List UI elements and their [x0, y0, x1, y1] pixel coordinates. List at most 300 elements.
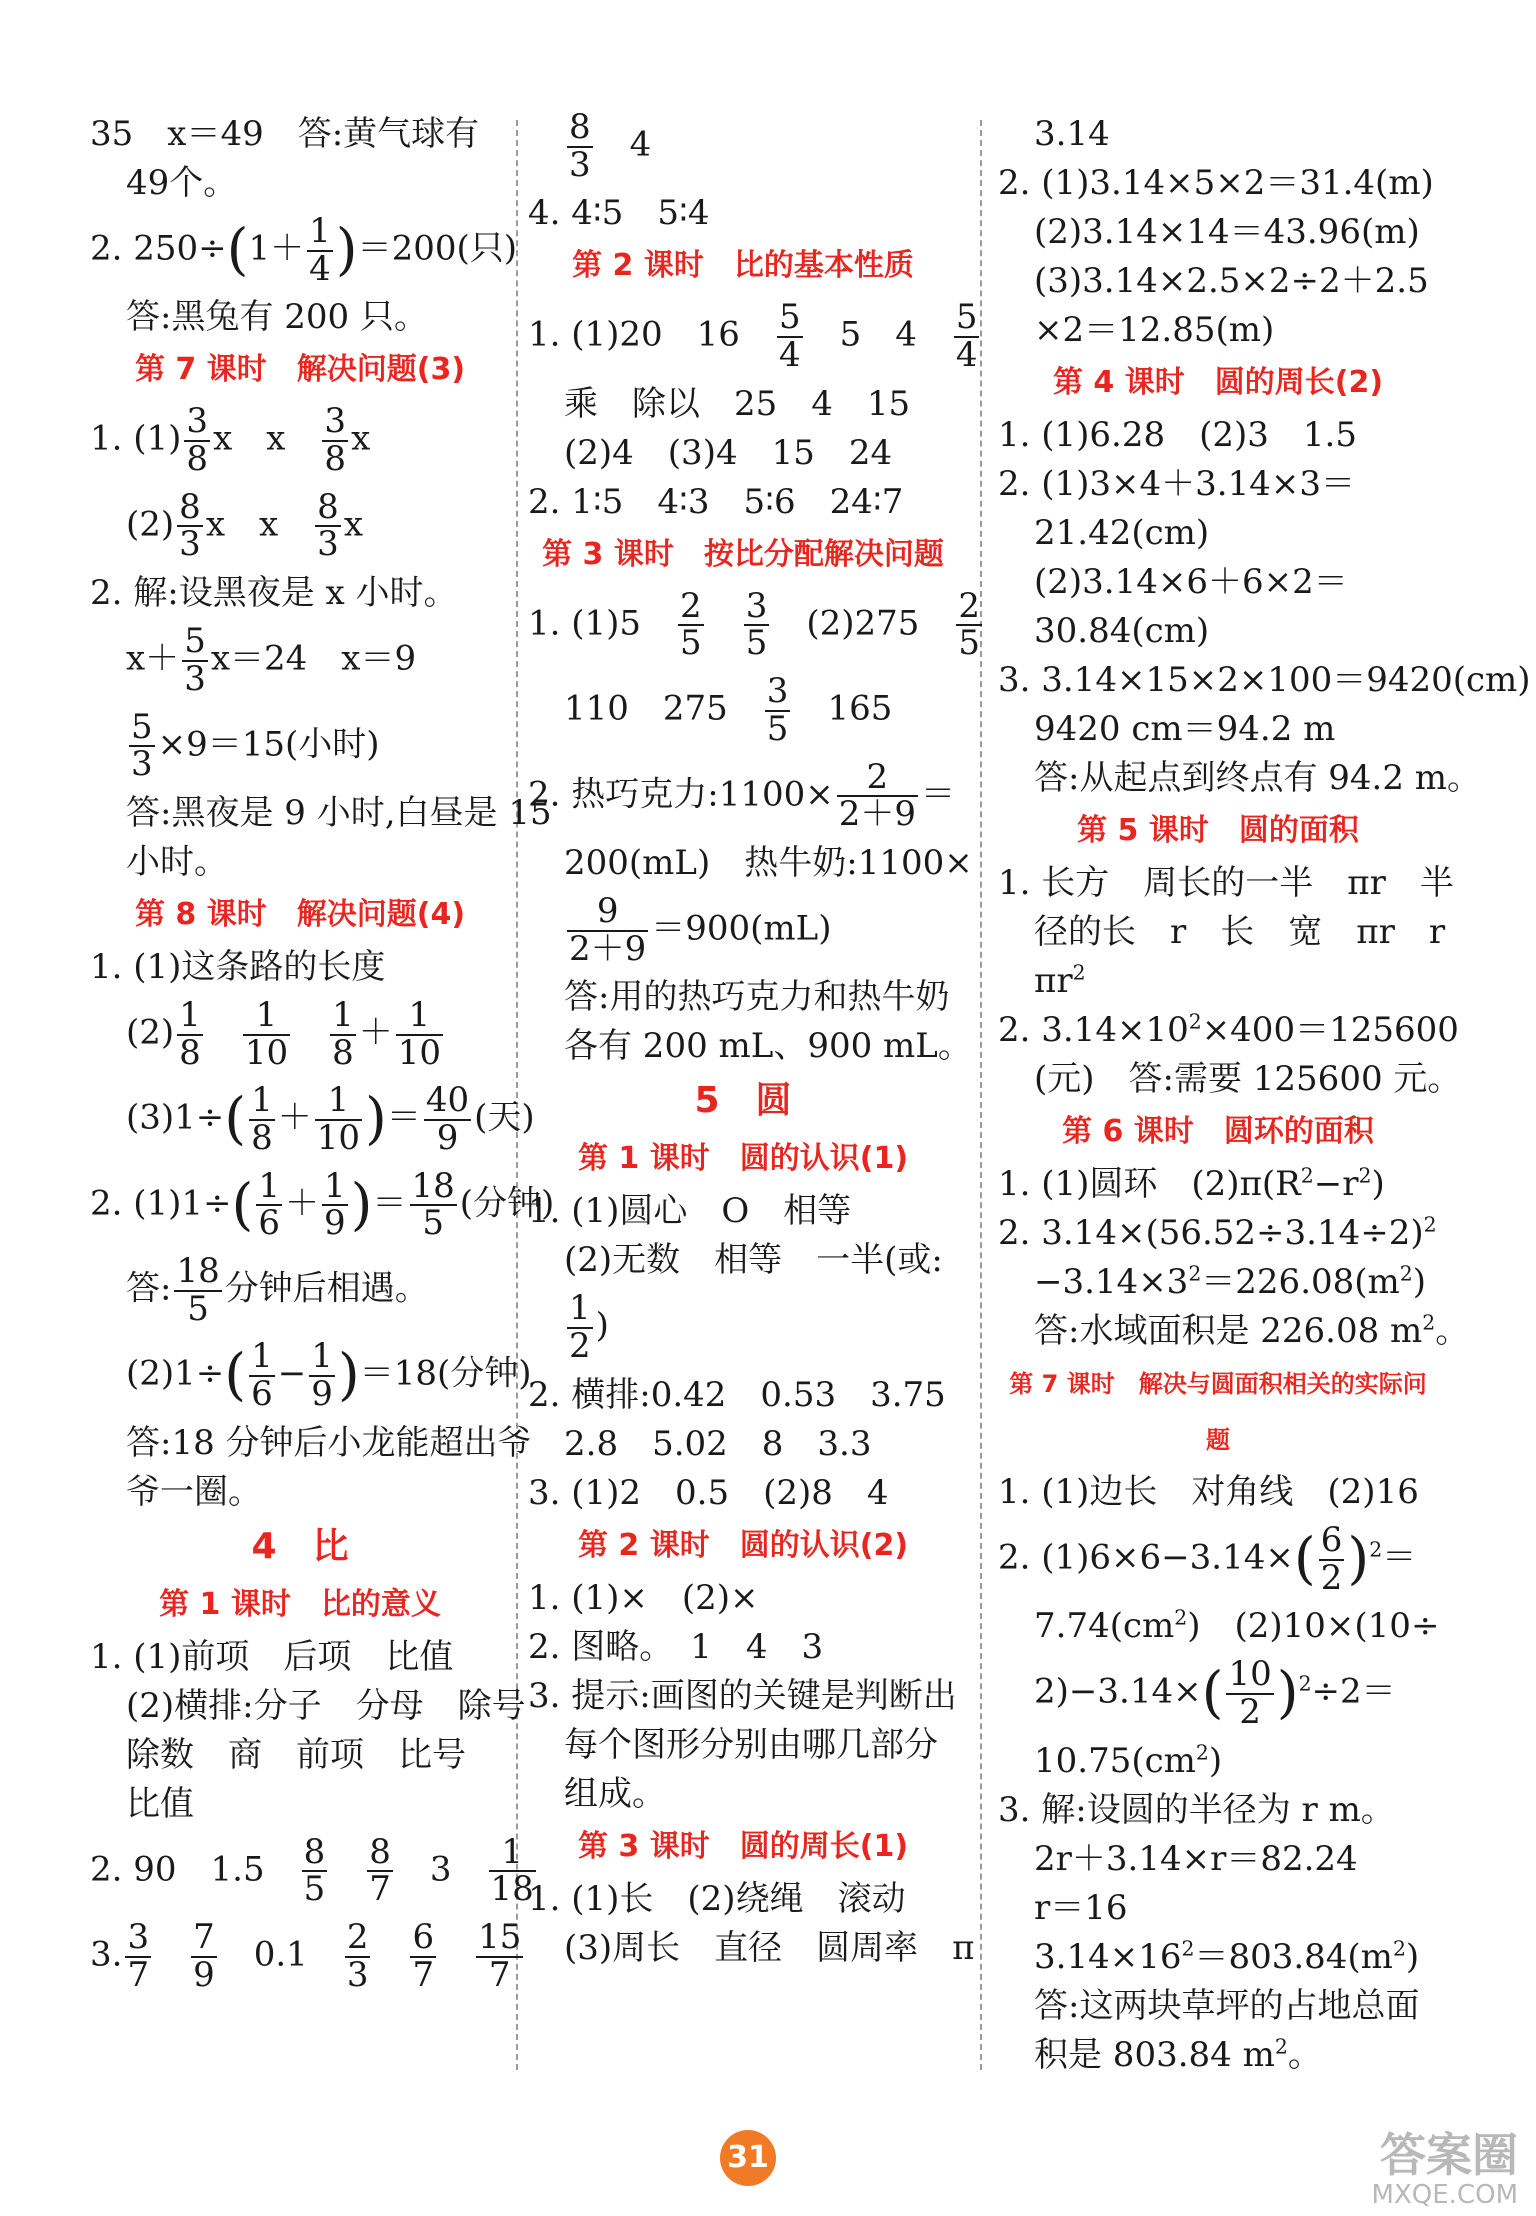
text: 4	[629, 124, 652, 165]
answer-line	[998, 1517, 1438, 1602]
answer-line: 3. 3.14×15×2×100＝9420(cm)	[998, 660, 1531, 700]
text: 分钟后相遇。	[224, 1268, 429, 1309]
superscript: 2	[1072, 960, 1086, 985]
answer-line: 1. (1)× (2)×	[528, 1577, 759, 1618]
answer-line: 200(mL) 热牛奶:1100×	[564, 842, 973, 883]
fraction	[249, 1336, 275, 1415]
text: 5 4	[839, 315, 917, 356]
answer-line: 2.8 5.02 8 3.3	[564, 1423, 872, 1464]
fraction	[410, 1165, 457, 1244]
answer-line	[90, 618, 510, 703]
text: ＝18(分钟)	[359, 1354, 532, 1395]
text: πr	[1034, 961, 1073, 1001]
watermark	[1372, 2130, 1518, 2210]
answer-line: (2)4 (3)4 15 24	[564, 432, 893, 473]
text: ＝900(mL)	[651, 908, 832, 949]
superscript: 2	[1174, 1606, 1188, 1631]
fraction	[567, 107, 593, 185]
answer-line: 3. (1)2 0.5 (2)8 4	[528, 1472, 889, 1513]
text: 1. (1)	[90, 419, 182, 460]
superscript: 2	[1300, 1163, 1314, 1188]
text: ÷2＝	[1311, 1672, 1396, 1713]
text: x＝24 x＝9	[210, 638, 417, 679]
denominator: 2	[1320, 1557, 1343, 1598]
answer-line	[90, 484, 510, 569]
answer-line	[90, 208, 518, 293]
denominator: 7	[488, 1954, 511, 1995]
lesson-heading: 第 2 课时 圆的认识(2)	[577, 1527, 909, 1563]
answer-line	[998, 1258, 1438, 1307]
denominator: 3	[569, 144, 591, 185]
answer-line	[90, 1077, 535, 1162]
text: 。	[1435, 1311, 1470, 1351]
fraction	[567, 890, 648, 969]
text: 2. 250÷	[90, 228, 227, 269]
text: −	[277, 1354, 307, 1395]
answer-line: 爷一圈。	[126, 1471, 262, 1512]
answer-line: 各有 200 mL、900 mL。	[564, 1026, 972, 1067]
numerator: 40	[425, 1080, 470, 1121]
fraction	[125, 1917, 151, 1995]
answer-line	[998, 1160, 1438, 1209]
text: 3.14×16	[1034, 1936, 1182, 1977]
answer-line: 2r＋3.14×r＝82.24	[1034, 1838, 1358, 1879]
text: (2)275	[806, 603, 920, 644]
answer-line: r＝16	[1034, 1887, 1128, 1928]
numerator: 10	[1228, 1654, 1272, 1695]
answer-line: 乘 除以 25 4 15	[564, 383, 911, 424]
text: 165	[827, 688, 893, 729]
denominator: 5	[745, 623, 768, 664]
text: ＝	[920, 774, 955, 815]
text: x	[351, 419, 371, 460]
answer-line	[998, 1209, 1438, 1258]
numerator: 3	[766, 671, 789, 712]
column-1	[90, 110, 555, 2000]
text: 1＋	[248, 228, 305, 269]
fraction	[177, 486, 203, 565]
numerator: 15	[478, 1917, 522, 1958]
answer-line	[998, 2031, 1438, 2080]
text: 答:	[126, 1268, 172, 1309]
numerator: 8	[317, 486, 339, 527]
answer-line: ×2＝12.85(m)	[1034, 310, 1275, 350]
numerator: 3	[127, 1917, 150, 1958]
text: )	[1405, 1936, 1420, 1977]
text: x	[343, 504, 363, 545]
fraction	[345, 1917, 371, 1995]
fraction	[307, 211, 333, 289]
denominator: 5	[187, 1288, 209, 1329]
fraction	[315, 1080, 362, 1158]
answer-line: 49个。	[126, 163, 238, 203]
denominator: 9	[436, 1117, 459, 1158]
denominator: 6	[258, 1203, 281, 1244]
denominator: 2	[1239, 1692, 1261, 1733]
denominator: 4	[778, 335, 801, 376]
fraction	[567, 1288, 593, 1366]
answer-line: 1. (1)长 (2)绕绳 滚动	[528, 1878, 906, 1919]
superscript: 2	[1423, 1212, 1437, 1237]
numerator: 1	[179, 994, 201, 1035]
text: 2. (1)6×6−3.14×	[998, 1537, 1294, 1578]
fraction	[309, 1336, 335, 1415]
answer-line: (元) 答:需要 125600 元。	[1034, 1059, 1462, 1099]
text: 2. 热巧克力:1100×	[528, 774, 834, 815]
answer-line	[90, 1333, 532, 1418]
lesson-heading: 第 5 课时 圆的面积	[1077, 813, 1359, 848]
fraction	[954, 297, 980, 376]
answer-line: 2. 图略。 1 4 3	[528, 1626, 824, 1667]
answer-line: 2. 解:设黑夜是 x 小时。	[90, 573, 458, 614]
fraction	[1319, 1520, 1345, 1598]
answer-line: 答:这两块草坪的占地总面	[1034, 1985, 1420, 2026]
fraction	[396, 994, 443, 1073]
numerator: 6	[1320, 1520, 1343, 1560]
numerator: 1	[243, 998, 290, 1036]
denominator: 5	[680, 623, 702, 664]
text: ＝803.84(m	[1194, 1936, 1393, 1977]
lesson-heading: 第 1 课时 圆的认识(1)	[577, 1141, 909, 1177]
answer-line	[998, 1307, 1470, 1356]
numerator: 1	[396, 998, 443, 1036]
answer-line: 3. 解:设圆的半径为 r m。	[998, 1789, 1395, 1830]
fraction	[191, 1917, 217, 1995]
text: ＝	[1382, 1537, 1417, 1578]
fraction	[424, 1080, 471, 1158]
denominator: 3	[179, 524, 201, 565]
denominator: 3	[184, 658, 206, 699]
answer-line	[998, 1006, 1459, 1055]
text: (2)	[126, 504, 175, 545]
superscript: 2	[1399, 1261, 1413, 1286]
paren: )	[337, 1343, 360, 1409]
answer-line	[90, 1248, 510, 1333]
text: 1. (1)圆环 (2)π(R	[998, 1164, 1301, 1204]
text: x＋	[126, 638, 180, 679]
text: (3)1÷	[126, 1097, 225, 1138]
numerator: 1	[251, 1080, 273, 1121]
superscript: 2	[1369, 1537, 1383, 1562]
numerator: 1	[251, 1336, 273, 1377]
text: 110 275	[564, 688, 728, 729]
denominator: 10	[244, 1032, 289, 1073]
text: ＋	[285, 1183, 320, 1224]
denominator: 2＋9	[569, 928, 647, 969]
answer-line	[90, 704, 510, 789]
numerator: 5	[778, 297, 801, 338]
denominator: 10	[316, 1117, 361, 1158]
column-3	[998, 110, 1531, 2080]
fraction	[315, 486, 341, 565]
denominator: 9	[193, 1954, 215, 1995]
numerator: 1	[309, 211, 331, 251]
paren: (	[231, 1172, 254, 1238]
fraction	[330, 994, 356, 1073]
answer-line: 组成。	[564, 1773, 666, 1814]
unit-heading: 5 圆	[694, 1080, 792, 1122]
text: ＝226.08(m	[1201, 1262, 1400, 1302]
fraction	[837, 756, 918, 835]
text: ) (2)10×(10÷	[1187, 1606, 1440, 1647]
text: x x	[213, 419, 320, 460]
superscript: 2	[1188, 1261, 1202, 1286]
answer-line: 小时。	[126, 841, 228, 882]
numerator: 18	[411, 1165, 455, 1206]
numerator: 5	[955, 297, 978, 338]
answer-line	[90, 1914, 522, 1999]
answer-line: 2. 横排:0.42 0.53 3.75	[528, 1374, 946, 1415]
fraction	[249, 1080, 275, 1158]
page-number: 31	[720, 2130, 776, 2186]
numerator: 3	[324, 401, 347, 442]
denominator: 5	[766, 708, 789, 749]
text: 2. 3.14×10	[998, 1010, 1189, 1050]
denominator: 3	[317, 524, 339, 565]
superscript: 2	[1422, 1310, 1436, 1335]
paren: )	[365, 1086, 387, 1152]
answer-line	[528, 754, 958, 839]
denominator: 9	[324, 1203, 346, 1244]
numerator: 8	[179, 486, 201, 527]
text: (天)	[474, 1097, 535, 1138]
denominator: 8	[332, 1032, 354, 1073]
numerator: 2	[958, 585, 981, 626]
answer-line	[90, 1829, 534, 1914]
text: 3.	[90, 1934, 123, 1975]
text: )	[1412, 1262, 1427, 1302]
text: −3.14×3	[1034, 1262, 1189, 1302]
answer-line: 答:从起点到终点有 94.2 m。	[1034, 758, 1482, 798]
column-divider-right	[980, 120, 982, 2070]
answer-line: 30.84(cm)	[1034, 611, 1210, 651]
denominator: 4	[309, 248, 331, 289]
superscript: 2	[1195, 1740, 1209, 1765]
answer-line: (3)周长 直径 圆周率 π	[564, 1927, 975, 1968]
text: x x	[205, 504, 313, 545]
answer-line	[90, 1163, 555, 1248]
lesson-heading: 第 4 课时 圆的周长(2)	[1052, 365, 1384, 400]
numerator: 3	[745, 585, 768, 626]
lesson-heading: 第 7 课时 解决问题(3)	[134, 352, 466, 388]
text: (2)1÷	[126, 1354, 225, 1395]
paren: )	[350, 1172, 373, 1238]
answer-line: 答:黑夜是 9 小时,白昼是 15	[126, 792, 552, 833]
answer-line	[998, 1602, 1438, 1651]
fraction	[956, 585, 982, 664]
numerator: 1	[315, 1083, 362, 1121]
denominator: 8	[186, 439, 209, 480]
paren: )	[335, 217, 358, 283]
lesson-heading: 第 8 课时 解决问题(4)	[134, 896, 466, 932]
text: 1. (1)5	[528, 603, 642, 644]
text: 。	[1287, 2034, 1322, 2075]
answer-line: (2)无数 相等 一半(或:	[564, 1240, 943, 1281]
numerator: 2	[837, 760, 918, 798]
text: ＝	[372, 1183, 407, 1224]
unit-heading: 4 比	[251, 1525, 349, 1567]
lesson-heading: 第 7 课时 解决与圆面积相关的实际问题	[1009, 1370, 1427, 1454]
paren: (	[1201, 1661, 1224, 1727]
denominator: 3	[131, 744, 153, 785]
fraction	[367, 1831, 393, 1910]
paren: (	[1293, 1526, 1316, 1592]
numerator: 1	[569, 1288, 591, 1329]
paren: )	[1276, 1661, 1299, 1727]
answer-line	[528, 107, 958, 189]
numerator: 5	[131, 706, 153, 747]
text: 2. (1)1÷	[90, 1183, 232, 1224]
answer-line: (2)3.14×6＋6×2＝	[1034, 562, 1348, 602]
fraction	[182, 621, 208, 699]
answer-line: 35 x＝49 答:黄气球有	[90, 114, 480, 154]
fraction	[174, 1251, 221, 1329]
fraction	[744, 585, 770, 664]
answer-line: 2. 1∶5 4∶3 5∶6 24∶7	[528, 481, 904, 522]
numerator: 5	[184, 621, 206, 662]
answer-line: 每个图形分别由哪几部分	[564, 1724, 938, 1765]
answer-line: 答:18 分钟后小龙能超出爷	[126, 1422, 532, 1463]
fraction	[410, 1917, 436, 1995]
superscript: 2	[1274, 2034, 1288, 2059]
denominator: 3	[346, 1954, 369, 1995]
answer-line	[998, 1933, 1438, 1982]
text: 答:水域面积是 226.08 m	[1034, 1311, 1423, 1351]
denominator: 9	[311, 1374, 333, 1415]
answer-line: 1. (1)这条路的长度	[90, 946, 386, 987]
numerator: 18	[176, 1251, 220, 1291]
superscript: 2	[1358, 1163, 1372, 1188]
answer-line	[90, 398, 510, 483]
answer-line	[528, 294, 978, 379]
numerator: 1	[258, 1165, 281, 1206]
text: )	[595, 1305, 609, 1346]
fraction	[777, 297, 803, 376]
numerator: 1	[324, 1165, 346, 1206]
answer-line: 3.14	[1034, 114, 1110, 154]
answer-line	[90, 992, 510, 1077]
fraction	[129, 706, 155, 785]
fraction	[322, 1165, 348, 1244]
answer-line: 1. (1)前项 后项 比值	[90, 1636, 454, 1677]
answer-line: 1. (1)圆心 O 相等	[528, 1191, 852, 1232]
text: ＝200(只)	[357, 228, 518, 269]
text: 10.75(cm	[1034, 1740, 1196, 1781]
text: ×9＝15(小时)	[157, 724, 380, 765]
paren: (	[224, 1343, 247, 1409]
watermark-text: 答案圈	[1380, 2128, 1518, 2182]
text: (2)	[126, 1012, 175, 1053]
text: 2. 90 1.5	[90, 1849, 265, 1890]
numerator: 8	[303, 1831, 326, 1872]
denominator: 2＋9	[838, 794, 916, 835]
answer-line: 21.42(cm)	[1034, 513, 1210, 553]
answer-line	[528, 888, 958, 973]
fraction	[476, 1917, 523, 1995]
fraction	[184, 401, 210, 480]
lesson-heading: 第 2 课时 比的基本性质	[572, 248, 914, 284]
fraction	[177, 994, 203, 1073]
fraction	[765, 671, 791, 749]
superscript: 2	[1188, 1009, 1202, 1034]
text: 积是 803.84 m	[1034, 2034, 1275, 2075]
denominator: 8	[324, 439, 347, 480]
fraction	[243, 994, 290, 1073]
denominator: 18	[490, 1869, 534, 1910]
answer-line: 除数 商 前项 比号	[126, 1734, 466, 1775]
answer-line	[528, 1285, 958, 1370]
denominator: 5	[422, 1203, 444, 1244]
answer-line: (2)3.14×14＝43.96(m)	[1034, 212, 1420, 252]
lesson-heading: 第 3 课时 按比分配解决问题	[542, 536, 944, 572]
answer-line	[998, 1737, 1438, 1786]
lesson-heading: 第 3 课时 圆的周长(1)	[577, 1828, 909, 1864]
lesson-heading: 第 1 课时 比的意义	[159, 1586, 441, 1622]
text: ＝	[386, 1097, 421, 1138]
numerator: 8	[569, 107, 591, 147]
text: 0.1	[253, 1934, 308, 1975]
answer-line	[998, 1651, 1438, 1736]
text: 2. 3.14×(56.52÷3.14÷2)	[998, 1213, 1424, 1253]
text: )	[1371, 1164, 1385, 1204]
answer-line: 答:黑兔有 200 只。	[126, 297, 428, 338]
paren: (	[226, 217, 249, 283]
numerator: 2	[680, 585, 702, 626]
superscript: 2	[1181, 1936, 1195, 1961]
numerator: 8	[369, 1831, 391, 1872]
answer-line: 1. (1)6.28 (2)3 1.5	[998, 415, 1357, 455]
denominator: 7	[127, 1954, 150, 1995]
numerator: 1	[489, 1835, 536, 1873]
text: ＋	[358, 1012, 393, 1053]
denominator: 10	[397, 1032, 441, 1073]
text: 3	[429, 1849, 452, 1890]
answer-line: 1. 长方 周长的一半 πr 半	[998, 863, 1454, 903]
superscript: 2	[1298, 1671, 1312, 1696]
denominator: 5	[958, 623, 981, 664]
paren: (	[224, 1086, 247, 1152]
fraction	[256, 1165, 282, 1244]
numerator: 9	[567, 894, 648, 932]
fraction	[1226, 1654, 1273, 1733]
text: ×400＝125600	[1201, 1010, 1459, 1050]
answer-line: 3. 提示:画图的关键是判断出	[528, 1675, 957, 1716]
fraction	[322, 401, 348, 480]
numerator: 6	[412, 1917, 435, 1958]
answer-line: 1. (1)边长 对角线 (2)16	[998, 1472, 1419, 1512]
denominator: 5	[303, 1869, 326, 1910]
answer-line: 答:用的热巧克力和热牛奶	[564, 977, 950, 1018]
answer-line	[528, 583, 981, 668]
denominator: 2	[569, 1325, 591, 1366]
fraction	[302, 1831, 328, 1910]
text: (分钟)	[459, 1183, 555, 1224]
lesson-heading: 第 6 课时 圆环的面积	[1062, 1114, 1374, 1149]
text: 1. (1)20 16	[528, 315, 740, 356]
denominator: 4	[955, 335, 978, 376]
denominator: 7	[369, 1869, 391, 1910]
denominator: 7	[412, 1954, 435, 1995]
watermark-url: MXQE.COM	[1371, 2180, 1518, 2210]
fraction	[678, 585, 704, 664]
denominator: 8	[251, 1117, 273, 1158]
answer-line: 2. (1)3×4＋3.14×3＝	[998, 464, 1355, 504]
answer-line: 9420 cm＝94.2 m	[1034, 709, 1336, 749]
denominator: 6	[251, 1374, 273, 1415]
answer-line: 比值	[126, 1783, 194, 1824]
paren: )	[1347, 1526, 1370, 1592]
answer-line: (3)3.14×2.5×2÷2＋2.5	[1034, 261, 1429, 301]
